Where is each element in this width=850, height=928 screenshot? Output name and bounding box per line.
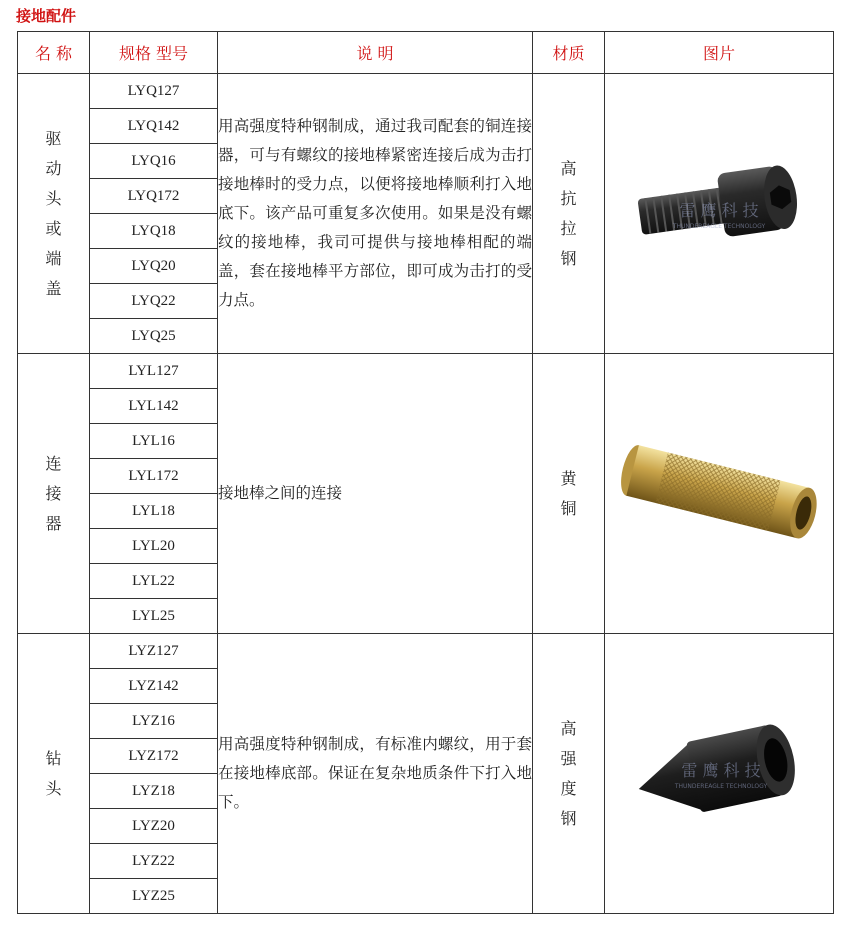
svg-text:雷 鹰 科 技: 雷 鹰 科 技 xyxy=(679,200,759,220)
svg-text:THUNDEREAGLE TECHNOLOGY: THUNDEREAGLE TECHNOLOGY xyxy=(674,782,768,790)
model-cell: LYQ127 xyxy=(90,74,218,109)
header-image: 图片 xyxy=(605,32,834,74)
model-cell: LYZ16 xyxy=(90,704,218,739)
model-cell: LYQ25 xyxy=(90,319,218,354)
header-model: 规格 型号 xyxy=(90,32,218,74)
description-drive-head: 用高强度特种钢制成，通过我司配套的铜连接器，可与有螺纹的接地棒紧密连接后成为击打接地棒时的受力点，以便将接地棒顺利打入地底下。该产品可重复多次使用。如果是没有螺纹的接地棒，我司可提供与接地棒相配的端盖，套在接地棒平方部位，即可成为击打的受力点。 xyxy=(218,74,533,354)
table-row xyxy=(18,634,834,669)
brass-coupler-icon xyxy=(614,432,824,552)
material-connector: 黄 铜 xyxy=(533,354,605,634)
model-cell: LYZ142 xyxy=(90,669,218,704)
material-drive-head: 高 抗 拉 钢 xyxy=(533,74,605,354)
drive-head-bolt-icon xyxy=(626,150,812,274)
model-cell: LYZ127 xyxy=(90,634,218,669)
model-cell: LYQ22 xyxy=(90,284,218,319)
header-row xyxy=(18,32,834,74)
model-cell: LYL127 xyxy=(90,354,218,389)
description-drill-tip: 用高强度特种钢制成，有标准内螺纹，用于套在接地棒底部。保证在复杂地质条件下打入地下。 xyxy=(218,634,533,914)
model-cell: LYL22 xyxy=(90,564,218,599)
model-cell: LYZ22 xyxy=(90,844,218,879)
model-cell: LYZ25 xyxy=(90,879,218,914)
header-material: 材质 xyxy=(533,32,605,74)
svg-text:THUNDEREAGLE TECHNOLOGY: THUNDEREAGLE TECHNOLOGY xyxy=(672,222,766,230)
svg-text:雷 鹰 科 技: 雷 鹰 科 技 xyxy=(681,760,761,780)
model-cell: LYQ142 xyxy=(90,109,218,144)
model-cell: LYQ20 xyxy=(90,249,218,284)
model-cell: LYQ18 xyxy=(90,214,218,249)
drill-tip-icon xyxy=(631,702,807,842)
product-name-connector: 连 接 器 xyxy=(18,354,90,634)
model-cell: LYL18 xyxy=(90,494,218,529)
description-connector: 接地棒之间的连接 xyxy=(218,354,533,634)
header-name: 名 称 xyxy=(18,32,90,74)
material-drill-tip: 高 强 度 钢 xyxy=(533,634,605,914)
model-cell: LYZ18 xyxy=(90,774,218,809)
image-cell-connector xyxy=(605,354,834,634)
product-name-drill-tip: 钻 头 xyxy=(18,634,90,914)
product-name-drive-head: 驱 动 头 或 端 盖 xyxy=(18,74,90,354)
model-cell: LYZ20 xyxy=(90,809,218,844)
model-cell: LYL172 xyxy=(90,459,218,494)
model-cell: LYL20 xyxy=(90,529,218,564)
page-title: 接地配件 xyxy=(16,7,77,25)
header-description: 说 明 xyxy=(218,32,533,74)
model-cell: LYZ172 xyxy=(90,739,218,774)
image-cell-drill-tip xyxy=(605,634,834,914)
accessories-table xyxy=(17,31,834,914)
model-cell: LYQ172 xyxy=(90,179,218,214)
image-cell-drive-head xyxy=(605,74,834,354)
model-cell: LYL142 xyxy=(90,389,218,424)
model-cell: LYL16 xyxy=(90,424,218,459)
model-cell: LYQ16 xyxy=(90,144,218,179)
table-row xyxy=(18,354,834,389)
table-row xyxy=(18,74,834,109)
model-cell: LYL25 xyxy=(90,599,218,634)
